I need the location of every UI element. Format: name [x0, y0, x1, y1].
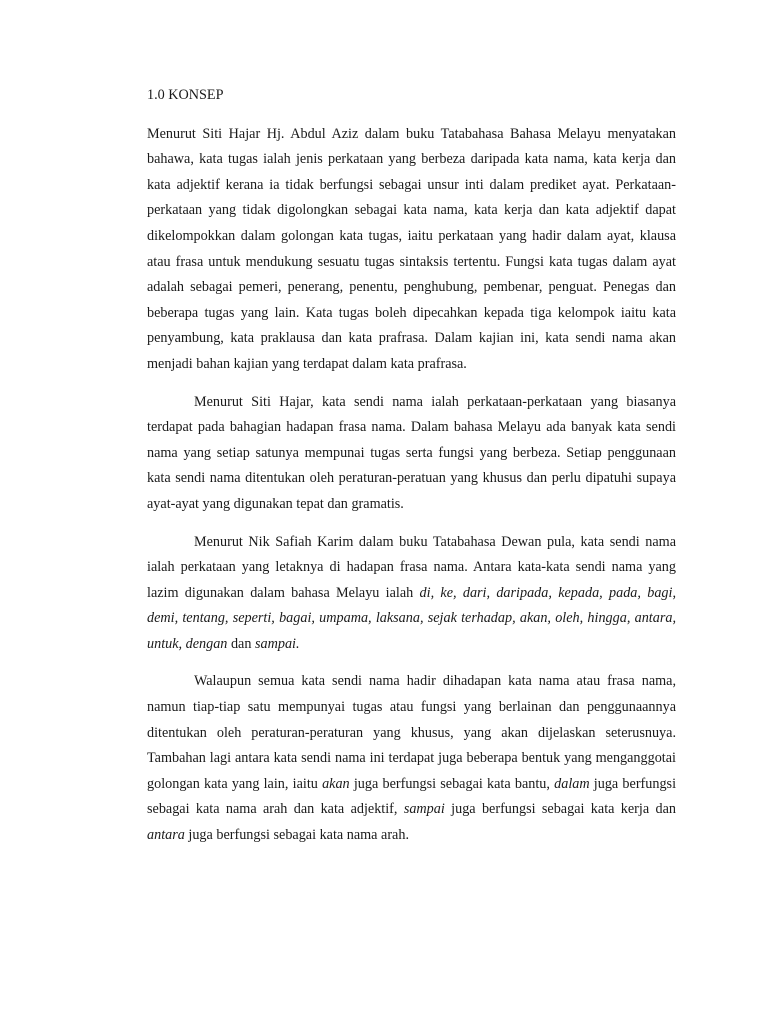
italic-term: sampai. [254, 635, 300, 652]
paragraph-text: Walaupun semua kata sendi nama hadir dihadapan kata nama atau frasa nama, namun tiap-tiap satu mempunyai tugas atau fungsi yang berlainan dan penggunaannya ditentukan oleh peraturan-peraturan yang khusus, yang akan dijelaskan seterusnuya. Tambahan lagi antara kata sendi nama ini terdapat juga beberapa bentuk yang menganggotai golongan kata yang lain, iaitu [147, 673, 676, 792]
paragraph-text: Menurut Nik Safiah Karim dalam buku Tatabahasa Dewan pula, kata sendi nama ialah perkataan yang letaknya di hadapan frasa nama. Antara kata-kata sendi nama yang lazim digunakan dalam bahasa Melayu ialah [147, 533, 676, 601]
paragraph-2 [147, 390, 676, 518]
section-heading: 1.0 KONSEP [147, 87, 224, 103]
paragraph-text: juga berfungsi sebagai kata nama arah dan kata adjektif, [147, 775, 677, 818]
italic-term: dalam [554, 775, 590, 792]
italic-term: akan [322, 775, 350, 792]
italic-term: antara [147, 827, 185, 844]
paragraph-text: juga berfungsi sebagai kata bantu, [349, 775, 555, 792]
paragraph-1 [147, 122, 676, 378]
italic-term-list: di, ke, dari, daripada, kepada, pada, bagi, demi, tentang, seperti, bagai, umpama, laksana, sejak terhadap, akan, oleh, hingga, antara, untuk, dengan [147, 584, 676, 652]
paragraph-text: Menurut Siti Hajar Hj. Abdul Aziz dalam buku Tatabahasa Bahasa Melayu menyatakan bahawa, kata tugas ialah jenis perkataan yang berbeza daripada kata nama, kata kerja dan kata adjektif kerana ia tidak berfungsi sebagai unsur inti dalam prediket ayat. Perkataan-perkataan yang tidak digolongkan sebagai kata nama, kata kerja dan kata adjektif dapat dikelompokkan dalam golongan kata tugas, iaitu perkataan yang hadir dalam ayat, klausa atau frasa untuk mendukung sesuatu tugas sintaksis tertentu. Fungsi kata tugas dalam ayat adalah sebagai pemeri, penerang, penentu, penghubung, pembenar, penguat. Penegas dan beberapa tugas yang lain. Kata tugas boleh dipecahkan kepada tiga kelompok iaitu kata penyambung, kata praklausa dan kata prafrasa. Dalam kajian ini, kata sendi nama akan menjadi bahan kajian yang terdapat dalam kata prafrasa. [147, 125, 676, 372]
paragraph-text: Menurut Siti Hajar, kata sendi nama ialah perkataan-perkataan yang biasanya terdapat pada bahagian hadapan frasa nama. Dalam bahasa Melayu ada banyak kata sendi nama yang setiap satunya mempunai tugas serta fungsi yang berbeza. Setiap penggunaan kata sendi nama ditentukan oleh peraturan-peratuan yang khusus dan perlu dipatuhi supaya ayat-ayat yang digunakan tepat dan gramatis. [147, 393, 676, 512]
italic-term: sampai [403, 801, 445, 818]
paragraph-4 [147, 669, 676, 848]
document-body [147, 83, 676, 861]
paragraph-text: dan [227, 635, 255, 652]
paragraph-text: juga berfungsi sebagai kata nama arah. [184, 827, 409, 844]
paragraph-text: juga berfungsi sebagai kata kerja dan [444, 801, 676, 818]
paragraph-3 [147, 530, 676, 658]
